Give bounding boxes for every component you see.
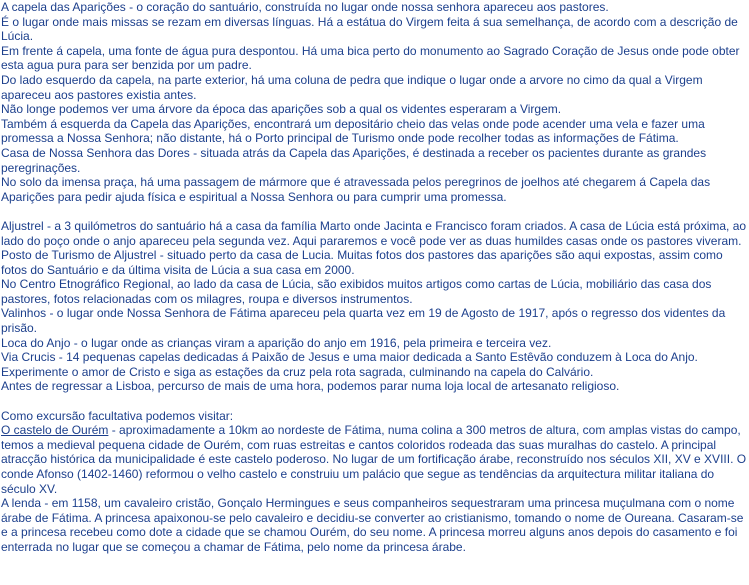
paragraph-casa-dores: Casa de Nossa Senhora das Dores - situada atrás da Capela das Aparições, é destinada a receber os pacientes durante as grandes peregrinações. [1,145,707,175]
paragraph-missas: É o lugar onde mais missas se rezam em diversas línguas. Há a estátua do Virgem feita á sua semelhança, de acordo com a descrição de Lúcia. [1,14,738,44]
castelo-ourem-description: - aproximadamente a 10km ao nordeste de Fátima, numa colina a 300 metros de altura, com amplas vistas do campo, temos a medieval pequena cidade de Ourém, com ruas estreitas e cantos coloridos rodeada das suas muralhas do castelo. A principal atracção histórica da municipalidade é este castelo poderoso. No lugar de um fortificação árabe, reconstruído nos séculos XII, XV e XVIII. O conde Afonso (1402-1460) reformou o velho castelo e construiu um palácio que segue as tendências da arquitectura militar italiana do século XV. [1,423,747,496]
castelo-ourem-link[interactable]: O castelo de Ourém [1,423,109,438]
paragraph-loca-anjo: Loca do Anjo - o lugar onde as crianças viram a aparição do anjo em 1916, pela primeira e terceira vez. [1,335,552,350]
paragraph-velas: Também á esquerda da Capela das Aparições, encontrará um depositário cheio das velas onde pode acender uma vela e fazer uma promessa a Nossa Senhora; não distante, há o Porto principal de Turismo onde pode recolher todas as informações de Fátima. [1,116,705,146]
paragraph-capela-aparicoes: A capela das Aparições - o coração do santuário, construída no lugar onde nossa senhora apareceu aos pastores. [1,0,609,14]
paragraph-via-crucis: Via Crucis - 14 pequenas capelas dedicadas á Paixão de Jesus e uma maior dedicada a Santo Estêvão conduzem à Loca do Anjo. Experimente o amor de Cristo e siga as estações da cruz pela rota sagrada, culminando na capela do Calvário. [1,350,698,379]
paragraph-castelo-ourem [1,423,748,496]
paragraph-excursao-intro: Como excursão facultativa podemos visitar: [1,408,234,423]
paragraph-coluna: Do lado esquerdo da capela, na parte exterior, há uma coluna de pedra que indique o lugar onde a arvore no cimo da qual a Virgem apareceu aos pastores existia antes. [1,72,703,102]
paragraph-centro-etnografico: No Centro Etnográfico Regional, ao lado da casa de Lúcia, são exibidos muitos artigos como cartas de Lúcia, mobiliário das casa dos pastores, fotos relacionadas com os milagres, roupa e diversos instrumentos. [1,277,712,306]
paragraph-fonte: Em frente á capela, uma fonte de água pura despontou. Há uma bica perto do monumento ao Sagrado Coração de Jesus onde pode obter esta agua pura para ser benzida por um padre. [1,43,740,73]
paragraph-lisboa: Antes de regressar a Lisboa, percurso de mais de uma hora, podemos parar numa loja local de artesanato religioso. [1,379,620,394]
paragraph-arvore: Não longe podemos ver uma árvore da época das aparições sob a qual os videntes esperaram a Virgem. [1,102,562,117]
paragraph-marmore: No solo da imensa praça, há uma passagem de mármore que é atravessada pelos peregrinos de joelhos até chegarem á Capela das Aparições para pedir ajuda física e espiritual a Nossa Senhora ou para cumprir uma promessa. [1,175,711,204]
paragraph-aljustrel: Aljustrel - a 3 quilómetros do santuário há a casa da família Marto onde Jacinta e Francisco foram criados. A casa de Lúcia está próxima, ao lado do poço onde o anjo apareceu pela segunda vez. Aqui pararemos e você pode ver as duas humildes casas onde os pastores viveram. [1,218,747,248]
paragraph-posto-turismo: Posto de Turismo de Aljustrel - situado perto da casa de Lucia. Muitas fotos dos pastores das aparições são aqui expostas, assim como fotos do Santuário e da última visita de Lúcia a sua casa em 2000. [1,248,723,277]
paragraph-gap [1,204,748,219]
paragraph-lenda: A lenda - em 1158, um cavaleiro cristão, Gonçalo Hermingues e seus companheiros sequestraram uma princesa muçulmana com o nome árabe de Fátima. A princesa apaixonou-se pelo cavaleiro e decidiu-se converter ao cristianismo, tomando o nome de Oureana. Casaram-se e a princesa recebeu como dote a cidade que se chamou Ourém, do seu nome. A princesa morreu alguns anos depois do casamento e foi enterrada no lugar que se começou a chamar de Fátima, pelo nome da princesa árabe. [1,496,744,554]
paragraph-gap [1,394,748,409]
paragraph-valinhos: Valinhos - o lugar onde Nossa Senhora de Fátima apareceu pela quarta vez em 19 de Agosto de 1917, após o regresso dos videntes da prisão. [1,306,726,336]
